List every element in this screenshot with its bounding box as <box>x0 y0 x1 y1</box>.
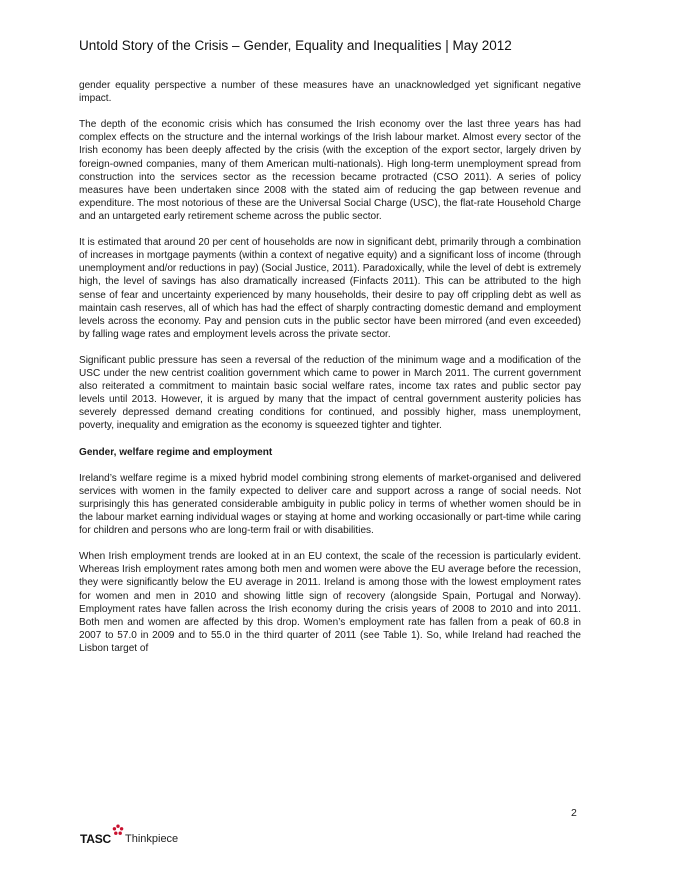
footer-logo <box>80 823 178 845</box>
paragraph: When Irish employment trends are looked at in an EU context, the scale of the recession is particularly evident. Whereas Irish employment rates among both men and women were above the EU average before the recession, they were significantly below the EU average in 2011. Ireland is among those with the lowest employment rates for women and men in 2010 and showing little sign of recovery (alongside Spain, Portugal and Norway). Employment rates have fallen across the Irish economy during the crisis years of 2008 to 2010 and into 2011. Both men and women are affected by this drop. Women’s employment rate has fallen from a peak of 60.8 in 2007 to 57.0 in 2009 and to 55.0 in the third quarter of 2011 (see Table 1). So, while Ireland had reached the Lisbon target of <box>79 551 581 654</box>
page-number: 2 <box>571 807 577 819</box>
paragraph: The depth of the economic crisis which has consumed the Irish economy over the last three years has had complex effects on the structure and the internal workings of the Irish labour market. Almost every sector of the Irish economy has been deeply affected by the crisis (with the exception of the export sector, largely driven by foreign-owned companies, many of them American multi-nationals). High long-term unemployment spread from construction into the services sector as the recession became protracted (CSO 2011). A series of policy measures have been undertaken since 2008 with the stated aim of reducing the gap between revenue and expenditure. The most notorious of these are the Universal Social Charge (USC), the flat-rate Household Charge and an untargeted early retirement scheme across the public sector. <box>79 119 581 222</box>
document-body <box>79 79 581 668</box>
paragraph: Ireland’s welfare regime is a mixed hybrid model combining strong elements of market-organised and delivered services with women in the family expected to deliver care and support across a range of social needs. Not surprisingly this has generated considerable ambiguity in public policy in terms of whether women should be in the labour market earning individual wages or staying at home and working occasionally or part-time while caring for children and persons who are long-term frail or with disabilities. <box>79 472 581 537</box>
running-header: Untold Story of the Crisis – Gender, Equality and Inequalities | May 2012 <box>79 38 512 53</box>
paragraph: Significant public pressure has seen a reversal of the reduction of the minimum wage and a modification of the USC under the new centrist coalition government which came to power in March 2011. The current government also reiterated a commitment to maintain basic social welfare rates, income tax rates and public sector pay levels until 2013. However, it is argued by many that the impact of central government austerity policies has severely depressed demand creating conditions for continued, and possibly higher, mass unemployment, poverty, inequality and emigration as the economy is squeezed tighter and tighter. <box>79 354 581 432</box>
paragraph: It is estimated that around 20 per cent of households are now in significant debt, primarily through a combination of increases in mortgage payments (within a context of negative equity) and a significant loss of income (through unemployment and/or reductions in pay) (Social Justice, 2011). Paradoxically, while the level of debt is extremely high, the level of savings has also dramatically increased (Finfacts 2011). This can be attributed to the high sense of fear and uncertainty experienced by many households, their desire to pay off crippling debt as well as maintain cash reserves, all of which has had the effect of sharply contracting domestic demand and employment levels across the economy. Pay and pension cuts in the public sector have been mirrored (and even exceeded) by falling wage rates and employment levels across the private sector. <box>79 237 581 340</box>
flower-icon <box>112 823 124 835</box>
paragraph: gender equality perspective a number of these measures have an unacknowledged yet significant negative impact. <box>79 80 581 105</box>
logo-subtitle: Thinkpiece <box>124 833 179 845</box>
section-heading: Gender, welfare regime and employment <box>79 446 273 458</box>
logo-text: TASC <box>80 832 111 846</box>
